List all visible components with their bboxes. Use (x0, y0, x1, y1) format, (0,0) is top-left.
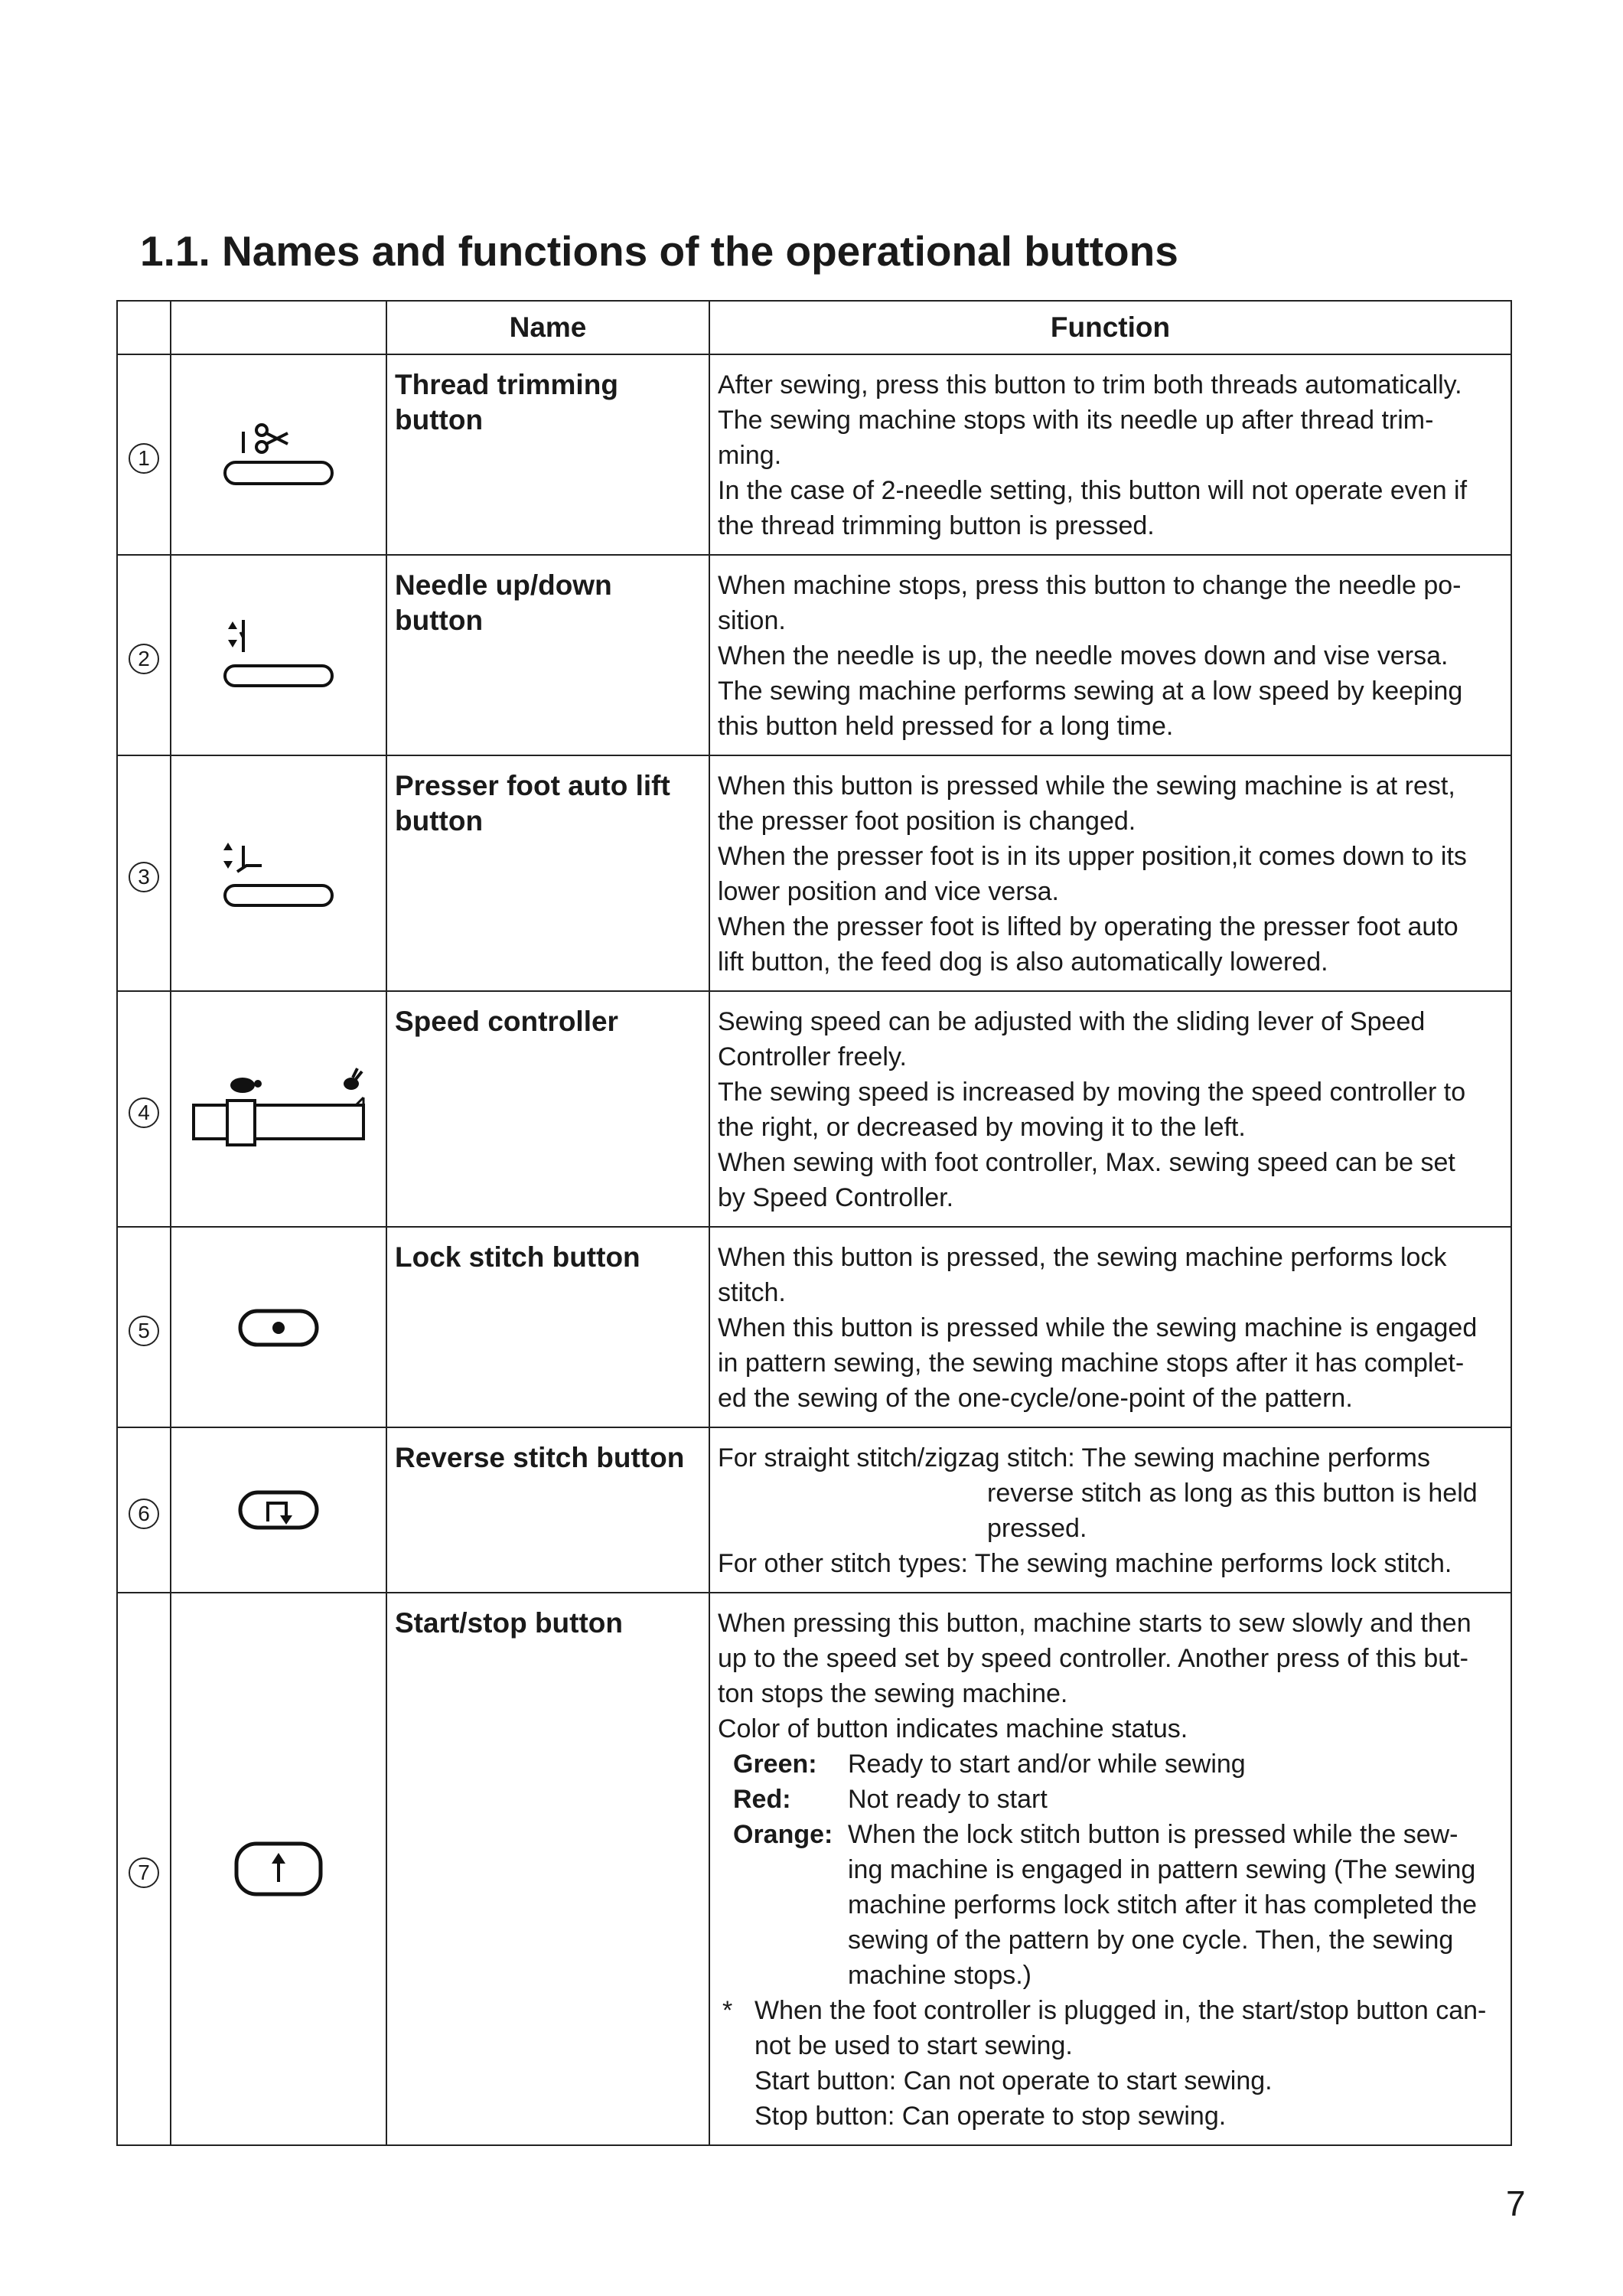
status-orange: Orange: When the lock stitch button is pressed while the sew- ing machine is engaged in pattern sewing (The sewing machine performs lock stitch after it has completed the sewing of the pattern by one cycle. Then, the sewing machine stops.) (733, 1820, 1478, 1990)
table-row (117, 755, 1511, 991)
page-number: 7 (1506, 2183, 1526, 2223)
row-number: 2 (129, 644, 159, 674)
table-row (117, 1593, 1511, 2145)
status-green: Green: Ready to start and/or while sewing (733, 1750, 1246, 1779)
table-row (117, 555, 1511, 755)
row-name: Thread trimming button (386, 354, 709, 555)
thread-trimming-icon (217, 416, 340, 493)
row-function: Sewing speed can be adjusted with the sliding lever of Speed Controller freely. The sewing speed is increased by moving the speed controller to the right, or decreased by moving it to the left. When sewing with foot controller, Max. sewing speed can be set by Speed Controller. (709, 991, 1511, 1227)
row-name: Start/stop button (386, 1593, 709, 2145)
row-function: After sewing, press this button to trim both threads automatically. The sewing machine stops with its needle up after thread trim- ming. In the case of 2-needle setting, this button will not operate even if the thread trimming button is pressed. (709, 354, 1511, 555)
row-number: 5 (129, 1316, 159, 1346)
header-row (117, 301, 1511, 354)
table-row (117, 354, 1511, 555)
row-name: Reverse stitch button (386, 1427, 709, 1593)
row-number: 1 (129, 443, 159, 474)
table-row (117, 991, 1511, 1227)
row-function: When machine stops, press this button to change the needle po- sition. When the needle is up, the needle moves down and vise versa. The sewing machine performs sewing at a low speed by keeping this button held pressed for a long time. (709, 555, 1511, 755)
status-red: Red: Not ready to start (733, 1785, 1048, 1814)
row-function: When this button is pressed, the sewing machine performs lock stitch. When this button is pressed while the sewing machine is engaged in pattern sewing, the sewing machine stops after it has complet- ed the sewing of the one-cycle/one-point of the pattern. (709, 1227, 1511, 1427)
buttons-table (116, 300, 1512, 2146)
row-name: Speed controller (386, 991, 709, 1227)
row-name: Presser foot auto lift button (386, 755, 709, 991)
row-function: When pressing this button, machine starts to sew slowly and then up to the speed set by speed controller. Another press of this but- ton stops the sewing machine. Color of button indicates machine status. Green: Ready to start and/or while sewing Red: Not ready to start Orange: When the lock stitch button is pressed while the sew- ing machine is engaged in pattern sewing (The sewing machine performs lock stitch after it has completed the sewing of the pattern by one cycle. Then, the sewing machine stops.) * When the foot controller is plugged in, the start/stop button can- not be used to start sewing. Start button: Can not operate to start sewing. Stop button: Can operate to stop sewing. (709, 1593, 1511, 2145)
presser-foot-lift-icon (217, 835, 340, 912)
row-number: 6 (129, 1499, 159, 1529)
row-function: When this button is pressed while the sewing machine is at rest, the presser foot position is changed. When the presser foot is in its upper position,it comes down to its lower position and vice versa. When the presser foot is lifted by operating the presser foot auto lift button, the feed dog is also automatically lowered. (709, 755, 1511, 991)
needle-up-down-icon (217, 617, 340, 693)
function-header: Function (709, 301, 1511, 354)
row-function: For straight stitch/zigzag stitch: The sewing machine performs reverse stitch as long as this button is held pressed. For other stitch types: The sewing machine performs lock stitch. (709, 1427, 1511, 1593)
row-number: 4 (129, 1097, 159, 1128)
table-row (117, 1227, 1511, 1427)
lock-stitch-icon (233, 1300, 324, 1354)
start-stop-icon (229, 1835, 328, 1903)
foot-controller-note: * When the foot controller is plugged in, the start/stop button can- not be used to start sewing. (722, 1996, 1487, 2060)
page-title: 1.1. Names and functions of the operational buttons (140, 227, 1178, 275)
name-header: Name (386, 301, 709, 354)
row-number: 7 (129, 1857, 159, 1888)
row-name: Lock stitch button (386, 1227, 709, 1427)
reverse-stitch-icon (233, 1483, 324, 1537)
row-number: 3 (129, 862, 159, 892)
row-name: Needle up/down button (386, 555, 709, 755)
speed-slider-icon (183, 1067, 374, 1151)
table-row (117, 1427, 1511, 1593)
